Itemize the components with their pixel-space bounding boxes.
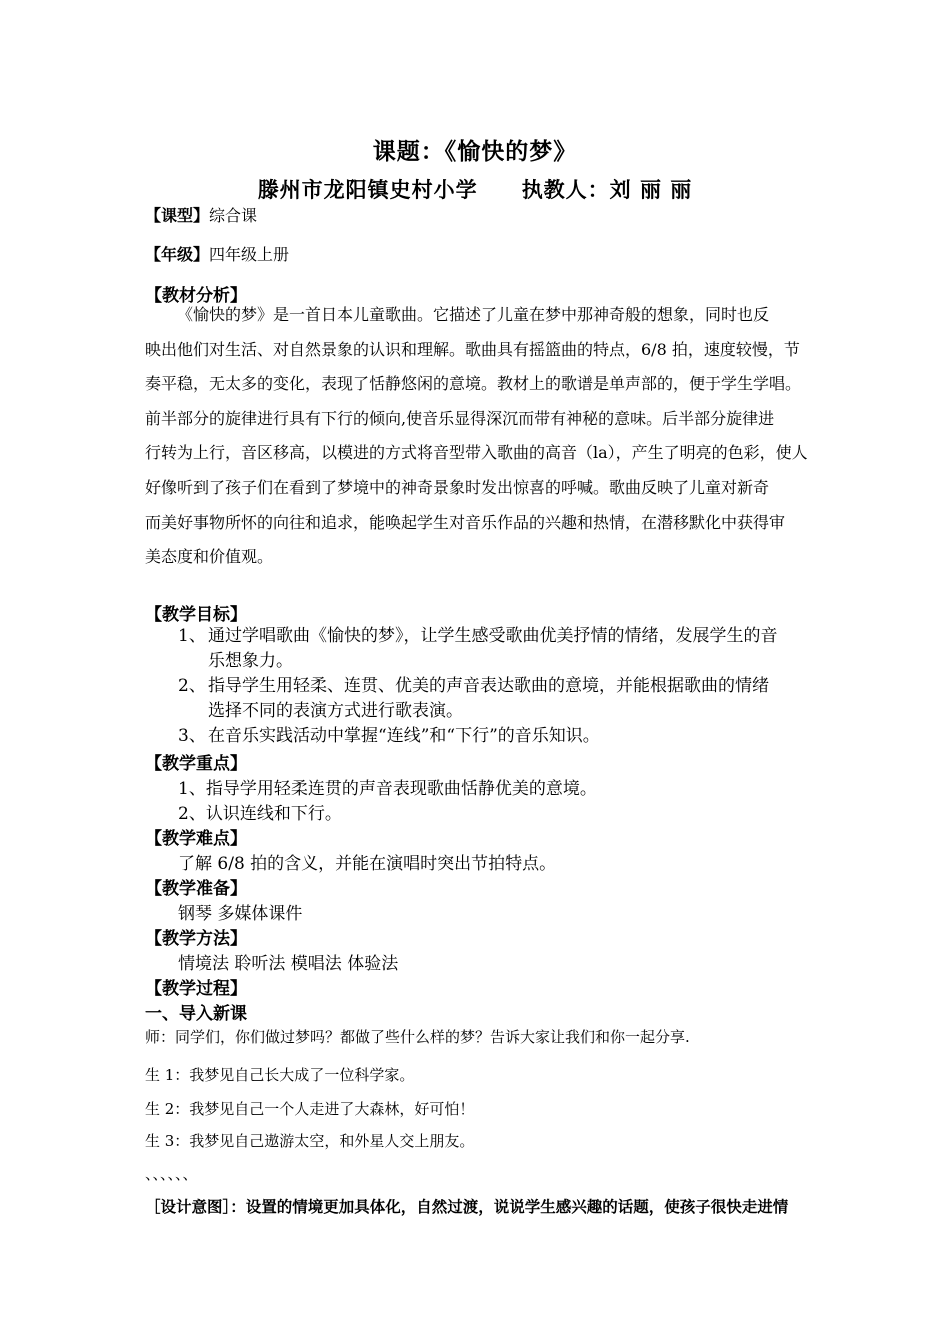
lesson-type xyxy=(145,203,257,226)
grade-value: 四年级上册 xyxy=(209,245,290,264)
analysis-line: 奏平稳，无太多的变化，表现了恬静悠闲的意境。教材上的歌谱是单声部的，便于学生学唱。 xyxy=(145,374,802,394)
analysis-line: 映出他们对生活、对自然景象的认识和理解。歌曲具有摇篮曲的特点，6/8 拍，速度较慢，节 xyxy=(145,339,800,359)
goal-number: 2、 xyxy=(178,676,206,696)
goals-heading: 【教学目标】 xyxy=(145,605,247,625)
analysis-line: 前半部分的旋律进行具有下行的倾向,使音乐显得深沉而带有神秘的意味。后半部分旋律进 xyxy=(145,408,775,428)
analysis-line: 美态度和价值观。 xyxy=(145,547,274,567)
analysis-line: 而美好事物所怀的向往和追求，能唤起学生对音乐作品的兴趣和热情，在潜移默化中获得审 xyxy=(145,512,786,532)
grade xyxy=(145,242,289,265)
grade-label: 【年级】 xyxy=(145,245,210,264)
methods-heading: 【教学方法】 xyxy=(145,929,247,949)
goal-number: 1、 xyxy=(178,626,206,646)
goal-item xyxy=(178,674,808,724)
goal-number: 3、 xyxy=(178,726,206,746)
key-points-heading: 【教学重点】 xyxy=(145,754,247,774)
preparation-text: 钢琴 多媒体课件 xyxy=(178,904,303,924)
student-line: 生 3：我梦见自己遨游太空，和外星人交上朋友。 xyxy=(145,1132,475,1150)
analysis-line: 好像听到了孩子们在看到了梦境中的神奇景象时发出惊喜的呼喊。歌曲反映了儿童对新奇 xyxy=(145,477,770,497)
methods-text: 情境法 聆听法 模唱法 体验法 xyxy=(178,954,399,974)
key-point-item: 2、认识连线和下行。 xyxy=(178,804,342,824)
student-line: 生 2：我梦见自己一个人走进了大森林，好可怕！ xyxy=(145,1100,475,1118)
goal-text-continued: 乐想象力。 xyxy=(208,651,293,671)
student-line: 生 1：我梦见自己长大成了一位科学家。 xyxy=(145,1066,415,1084)
goal-text: 在音乐实践活动中掌握“连线”和“下行”的音乐知识。 xyxy=(208,726,600,746)
goal-item xyxy=(178,724,808,749)
process-heading: 【教学过程】 xyxy=(145,979,247,999)
difficulty-text: 了解 6/8 拍的含义，并能在演唱时突出节拍特点。 xyxy=(178,854,557,874)
section-heading: 一、导入新课 xyxy=(145,1004,247,1024)
analysis-heading: 【教材分析】 xyxy=(145,286,247,306)
analysis-paragraph xyxy=(145,298,810,575)
lesson-type-value: 综合课 xyxy=(209,206,258,225)
preparation-heading: 【教学准备】 xyxy=(145,879,247,899)
difficulty-heading: 【教学难点】 xyxy=(145,829,247,849)
teacher-name: 执教人：刘 丽 丽 xyxy=(521,177,693,202)
analysis-line: 行转为上行，音区移高，以模进的方式将音型带入歌曲的高音（la），产生了明亮的色彩，使人 xyxy=(145,443,808,463)
lesson-type-label: 【课型】 xyxy=(145,206,210,225)
goal-text-continued: 选择不同的表演方式进行歌表演。 xyxy=(208,701,463,721)
ellipsis-marks: 、、、、、、 xyxy=(145,1165,198,1183)
goal-text: 通过学唱歌曲《愉快的梦》，让学生感受歌曲优美抒情的情绪，发展学生的音 xyxy=(208,626,778,646)
design-note: ［设计意图］：设置的情境更加具体化，自然过渡，说说学生感兴趣的话题，使孩子很快走进情 xyxy=(145,1197,789,1216)
goal-text: 指导学生用轻柔、连贯、优美的声音表达歌曲的意境，并能根据歌曲的情绪 xyxy=(208,676,769,696)
goal-item xyxy=(178,624,808,674)
page-subtitle xyxy=(0,174,950,204)
analysis-line: 《愉快的梦》是一首日本儿童歌曲。它描述了儿童在梦中那神奇般的想象，同时也反 xyxy=(177,305,770,324)
page-title: 课题：《愉快的梦》 xyxy=(372,138,578,165)
key-point-item: 1、指导学用轻柔连贯的声音表现歌曲恬静优美的意境。 xyxy=(178,779,597,799)
teacher-line: 师：同学们，你们做过梦吗？都做了些什么样的梦？告诉大家让我们和你一起分享. xyxy=(145,1028,690,1046)
school-name: 滕州市龙阳镇史村小学 xyxy=(257,177,478,202)
